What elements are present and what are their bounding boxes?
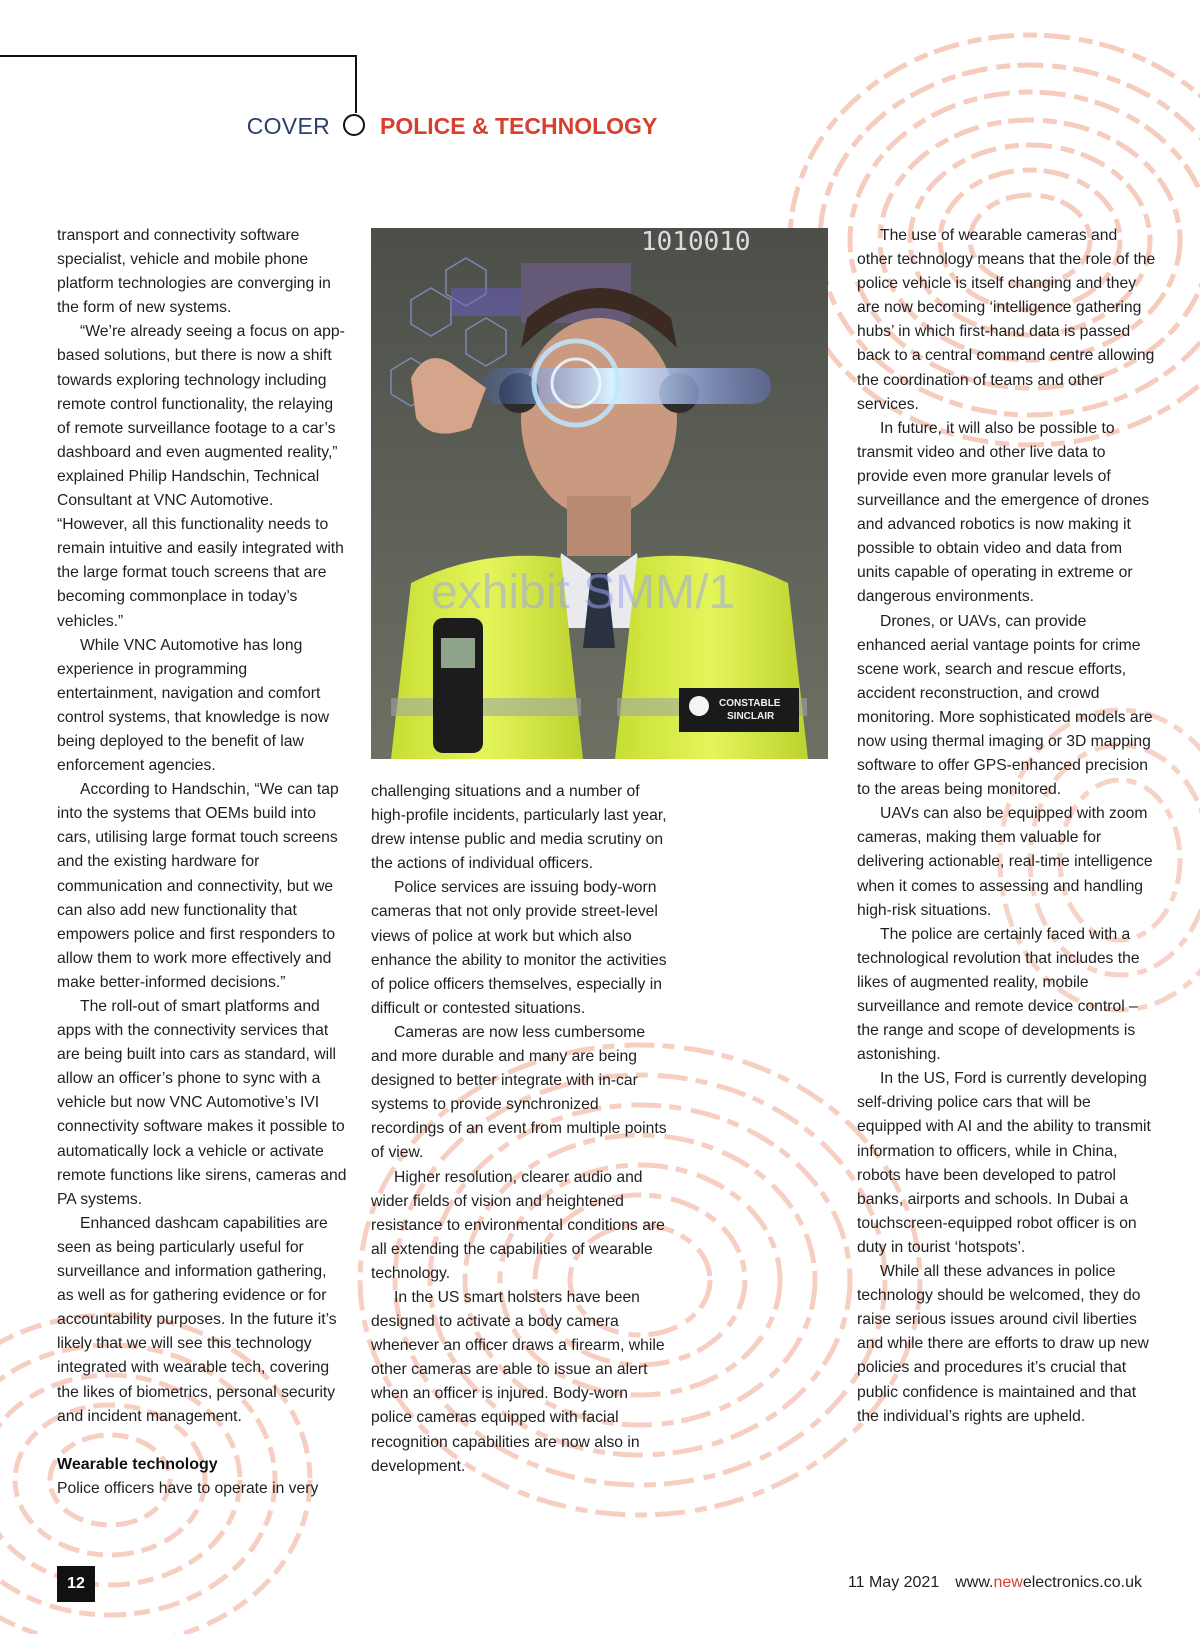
paragraph: Enhanced dashcam capabilities are seen as being particularly useful for surveillance and information gathering, as well as for gathering evidence or for accountability purposes. In the future it’s likely that we will see this technology integrated with wearable tech, covering the likes of biometrics, personal security and incident management.	[57, 1214, 337, 1425]
header-rule-vertical	[355, 55, 357, 113]
header-circle-icon	[343, 114, 365, 136]
paragraph: While VNC Automotive has long experience in programming entertainment, navigation and comfort control systems, that knowledge is now being deployed to the benefit of law enforcement agencies.	[57, 636, 330, 775]
paragraph: challenging situations and a number of high-profile incidents, particularly last year, drew intense public and media scrutiny on the actions of individual officers.	[371, 783, 667, 873]
paragraph: The use of wearable cameras and other technology means that the role of the police vehicle is itself changing and they are now becoming ‘intelligence gathering hubs’ in which first-hand data is passed back to a central command centre allowing the coordination of teams and other services.	[857, 227, 1156, 413]
paragraph: Police officers have to operate in very	[57, 1479, 319, 1497]
subheading: Wearable technology	[57, 1455, 218, 1473]
header-rule	[0, 55, 356, 57]
badge-line-2: SINCLAIR	[727, 711, 775, 722]
paragraph: Cameras are now less cumbersome and more durable and many are being designed to better integrate with in-car systems to provide synchronized recordings of an event from multiple points of view.	[371, 1023, 667, 1162]
paragraph: In future, it will also be possible to transmit video and other live data to provide even more granular levels of surveillance and the emergence of drones and advanced robotics is now making it possible to obtain video and data from units capable of operating in extreme or dangerous environments.	[857, 419, 1150, 606]
paragraph: In the US smart holsters have been designed to activate a body camera whenever an officer draws a firearm, while other cameras are able to issue an alert when an officer is injured. Body-worn police cameras equipped with facial recognition capabilities are now also in development.	[371, 1288, 665, 1475]
paragraph: The roll-out of smart platforms and apps with the connectivity services that are being built into cars as standard, will allow an officer’s phone to sync with a vehicle but now VNC Automotive’s IVI connectivity software makes it possible to automatically lock a vehicle or activate remote functions like sirens, cameras and PA systems.	[57, 998, 347, 1208]
paragraph: According to Handschin, “We can tap into the systems that OEMs build into cars, utilising large format touch screens and the existing hardware for communication and connectivity, but we can also add new functionality that empowers police and first responders to allow them to work more effectively and make better-informed decisions.”	[57, 781, 339, 991]
photo-digits: 1010010	[641, 228, 751, 257]
paragraph: Drones, or UAVs, can provide enhanced aerial vantage points for crime scene work, search and rescue efforts, accident reconstruction, and crowd monitoring. More sophisticated models are now using thermal imaging or 3D mapping software to offer GPS-enhanced precision to the areas being monitored.	[857, 612, 1153, 799]
section-title: POLICE & TECHNOLOGY	[380, 113, 658, 139]
photo-overlay-text: exhibit SMM/1	[431, 566, 736, 619]
section-label: COVER	[246, 113, 330, 139]
website-link[interactable]	[955, 1574, 1142, 1591]
url-suffix: electronics.co.uk	[1022, 1574, 1142, 1591]
article-column-1	[57, 224, 347, 1501]
paragraph: transport and connectivity software specialist, vehicle and mobile phone platform technologies are converging in the form of new systems.	[57, 227, 331, 317]
paragraph: UAVs can also be equipped with zoom cameras, making them valuable for delivering actionable, real-time intelligence when it comes to assessing and handling high-risk situations.	[857, 805, 1153, 919]
paragraph: Higher resolution, clearer audio and wider fields of vision and heightened resistance to environmental conditions are all extending the capabilities of wearable technology.	[371, 1168, 665, 1282]
url-brand: new	[993, 1574, 1023, 1591]
article-column-2	[371, 780, 671, 1479]
issue-date: 11 May 2021	[847, 1574, 940, 1591]
paragraph: “We’re already seeing a focus on app-based solutions, but there is now a shift towards exploring technology including remote control functionality, the relaying of remote surveillance footage to a car’s dashboard and even augmented reality,” explained Philip Handschin, Technical Consultant at VNC Automotive. “However, all this functionality needs to remain intuitive and easily integrated with the large format touch screens that are becoming commonplace in today’s vehicles.”	[57, 323, 345, 630]
paragraph: While all these advances in police technology should be welcomed, they do raise serious issues around civil liberties and while there are efforts to draw up new policies and procedures it’s crucial that public confidence is maintained and that the individual’s rights are upheld.	[857, 1263, 1149, 1425]
footer-info	[848, 1574, 1142, 1592]
paragraph: In the US, Ford is currently developing self-driving police cars that will be equipped with AI and the ability to transmit information to officers, while in China, robots have been developed to patrol banks, airports and schools. In Dubai a touchscreen-equipped robot officer is on duty in tourist ‘hotspots’.	[857, 1070, 1151, 1256]
officer-photo	[371, 228, 828, 759]
badge-line-1: CONSTABLE	[719, 698, 781, 709]
paragraph: The police are certainly faced with a technological revolution that includes the likes of augmented reality, mobile surveillance and remote device control – the range and scope of developments is astonishing.	[857, 925, 1140, 1064]
paragraph: Police services are issuing body-worn cameras that not only provide street-level views of police at work but which also enhance the ability to monitor the activities of police officers themselves, especially in difficult or contested situations.	[371, 879, 667, 1017]
article-column-3	[857, 224, 1157, 1429]
page-number: 12	[57, 1566, 95, 1602]
url-prefix: www.	[955, 1574, 994, 1591]
